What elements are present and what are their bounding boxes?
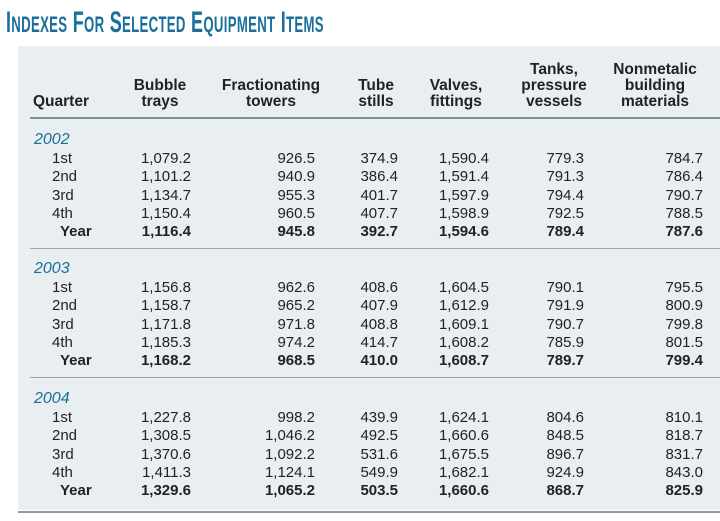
year-total-cell: 799.4 <box>665 352 703 370</box>
year-total-cell: 503.5 <box>360 482 398 500</box>
table-cell: 998.2 <box>277 409 315 426</box>
table-cell: 962.6 <box>277 279 315 296</box>
table-cell: 549.9 <box>360 463 398 481</box>
table-cell: 1,609.1 <box>438 315 489 333</box>
table-cell: 804.6 <box>546 409 584 426</box>
year-total-cell: 1,168.2 <box>140 352 191 370</box>
quarter-label: 4th <box>52 204 73 222</box>
table-cell: 1,101.2 <box>140 168 191 186</box>
table-cell: 408.6 <box>360 279 398 296</box>
table-cell: 1,227.8 <box>140 409 191 426</box>
table-cell: 1,597.9 <box>438 186 489 204</box>
table-cell: 784.7 <box>665 150 703 167</box>
table-cell: 1,660.6 <box>438 427 489 445</box>
table-cell: 831.7 <box>665 445 703 463</box>
table-cell: 790.7 <box>665 186 703 204</box>
page-title <box>6 6 324 40</box>
year-total-cell: 410.0 <box>360 352 398 370</box>
table-cell: 810.1 <box>665 409 703 426</box>
table-cell: 792.5 <box>546 204 584 222</box>
table-cell: 1,171.8 <box>140 315 191 333</box>
column-header-line: trays <box>141 93 179 110</box>
year-total-cell: 1,329.6 <box>140 482 191 500</box>
quarter-label: 1st <box>52 409 73 426</box>
table-cell: 786.4 <box>665 168 703 186</box>
quarter-label: 4th <box>52 333 73 351</box>
column-header-line: stills <box>358 93 394 110</box>
table-cell: 1,624.1 <box>438 409 489 426</box>
table-cell: 960.5 <box>277 204 315 222</box>
year-total-cell: 787.6 <box>665 223 703 241</box>
year-total-cell: 968.5 <box>277 352 315 370</box>
table-cell: 926.5 <box>277 150 315 167</box>
table-cell: 439.9 <box>360 409 398 426</box>
year-label: 2004 <box>34 390 70 407</box>
year-label: 2002 <box>34 131 70 148</box>
table-cell: 971.8 <box>277 315 315 333</box>
column-header-line: vessels <box>525 93 583 110</box>
quarter-label: 3rd <box>52 186 74 204</box>
table-cell: 955.3 <box>277 186 315 204</box>
year-total-cell: 1,660.6 <box>438 482 489 500</box>
table-bottom-rule <box>18 511 720 513</box>
table-cell: 788.5 <box>665 204 703 222</box>
table-cell: 374.9 <box>360 150 398 167</box>
table-cell: 1,092.2 <box>264 445 315 463</box>
year-total-label: Year <box>60 482 92 500</box>
year-total-cell: 789.4 <box>546 223 584 241</box>
table-cell: 401.7 <box>360 186 398 204</box>
year-total-cell: 1,116.4 <box>141 223 191 241</box>
quarter-label: 2nd <box>52 297 78 315</box>
table-cell: 1,134.7 <box>140 186 191 204</box>
group-divider-rule <box>30 248 720 249</box>
table-cell: 1,411.3 <box>142 463 191 481</box>
quarter-label: 3rd <box>52 445 74 463</box>
year-total-cell: 825.9 <box>665 482 703 500</box>
table-cell: 843.0 <box>665 463 703 481</box>
page-title-text: INDEXES FOR SELECTED EQUIPMENT ITEMS <box>6 6 324 39</box>
table-cell: 924.9 <box>546 463 584 481</box>
table-cell: 408.8 <box>360 315 398 333</box>
table-cell: 779.3 <box>546 150 584 167</box>
table-cell: 940.9 <box>277 168 315 186</box>
table-cell: 1,612.9 <box>438 297 489 315</box>
year-total-label: Year <box>60 352 92 370</box>
table-cell: 1,608.2 <box>438 333 489 351</box>
table-cell: 1,591.4 <box>438 168 489 186</box>
table-cell: 407.9 <box>360 297 398 315</box>
column-header-line: towers <box>246 93 296 110</box>
table-cell: 1,185.3 <box>140 333 191 351</box>
year-label: 2003 <box>34 260 70 277</box>
header-rule <box>30 117 720 119</box>
column-header-line: Quarter <box>33 93 89 110</box>
table-cell: 791.3 <box>546 168 584 186</box>
table-cell: 1,675.5 <box>438 445 489 463</box>
table-cell: 386.4 <box>360 168 398 186</box>
year-total-cell: 868.7 <box>546 482 584 500</box>
table-cell: 790.1 <box>546 279 584 296</box>
column-header-line: Tube <box>358 77 394 94</box>
quarter-label: 3rd <box>52 315 74 333</box>
table-cell: 1,590.4 <box>438 150 489 167</box>
column-header-line: materials <box>620 93 690 110</box>
column-header-line: Tanks, <box>530 61 578 78</box>
table-cell: 896.7 <box>546 445 584 463</box>
table-cell: 1,598.9 <box>438 204 489 222</box>
column-header-line: Bubble <box>133 77 187 94</box>
table-cell: 799.8 <box>665 315 703 333</box>
year-total-cell: 392.7 <box>360 223 398 241</box>
table-cell: 974.2 <box>277 333 315 351</box>
column-header-line: building <box>624 77 686 94</box>
column-header-line: pressure <box>521 77 587 94</box>
column-header-line: Fractionating <box>221 77 321 94</box>
year-total-cell: 1,065.2 <box>264 482 315 500</box>
table-cell: 794.4 <box>546 186 584 204</box>
year-total-cell: 945.8 <box>277 223 315 241</box>
table-cell: 1,370.6 <box>140 445 191 463</box>
table-cell: 1,682.1 <box>438 463 489 481</box>
table-cell: 848.5 <box>546 427 584 445</box>
quarter-label: 2nd <box>52 168 78 186</box>
year-total-cell: 789.7 <box>546 352 584 370</box>
table-cell: 1,150.4 <box>140 204 191 222</box>
column-header-line: fittings <box>430 93 482 110</box>
table-cell: 1,158.7 <box>140 297 191 315</box>
table-cell: 1,604.5 <box>438 279 489 296</box>
table-cell: 965.2 <box>277 297 315 315</box>
table-cell: 414.7 <box>360 333 398 351</box>
table-cell: 492.5 <box>360 427 398 445</box>
quarter-label: 1st <box>52 279 73 296</box>
column-header-line: Valves, <box>429 77 483 94</box>
year-total-cell: 1,608.7 <box>438 352 489 370</box>
table-cell: 818.7 <box>665 427 703 445</box>
table-cell: 800.9 <box>665 297 703 315</box>
table-cell: 785.9 <box>546 333 584 351</box>
table-cell: 791.9 <box>546 297 584 315</box>
quarter-label: 4th <box>52 463 73 481</box>
column-header-line: Nonmetalic <box>613 61 697 78</box>
table-cell: 531.6 <box>360 445 398 463</box>
column-header <box>590 62 720 110</box>
table-cell: 1,156.8 <box>140 279 191 296</box>
table-cell: 790.7 <box>546 315 584 333</box>
quarter-label: 2nd <box>52 427 78 445</box>
table-cell: 1,124.1 <box>264 463 315 481</box>
table-cell: 801.5 <box>665 333 703 351</box>
column-header-quarter <box>33 94 89 110</box>
table-cell: 407.7 <box>360 204 398 222</box>
year-total-label: Year <box>60 223 92 241</box>
table-cell: 1,046.2 <box>264 427 315 445</box>
table-cell: 795.5 <box>665 279 703 296</box>
group-divider-rule <box>30 377 720 378</box>
year-total-cell: 1,594.6 <box>438 223 489 241</box>
table-cell: 1,079.2 <box>140 150 191 167</box>
table-cell: 1,308.5 <box>140 427 191 445</box>
quarter-label: 1st <box>52 150 73 167</box>
